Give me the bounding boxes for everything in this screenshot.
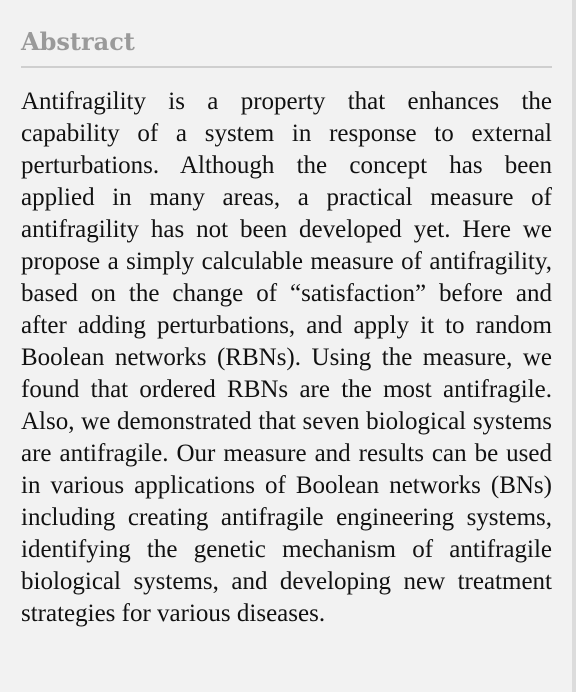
abstract-body: Antifragility is a property that enhances the capability of a system in response to external perturbations. Although the concept has been applied in many areas, a practical measure of antifragility has not been developed yet. Here we propose a simply calculable measure of antifragility, based on the change of “satisfaction” before and after adding perturbations, and apply it to random Boolean networks (RBNs). Using the measure, we found that ordered RBNs are the most antifragile. Also, we demonstrated that seven biological systems are antifragile. Our measure and results can be used in various applications of Boolean networks (BNs) including creating antifragile engineering systems, identifying the genetic mechanism of antifragile biological systems, and developing new treatment strategies for various diseases. <box>21 88 552 627</box>
abstract-heading: Abstract <box>21 27 135 56</box>
heading-divider <box>21 66 552 68</box>
